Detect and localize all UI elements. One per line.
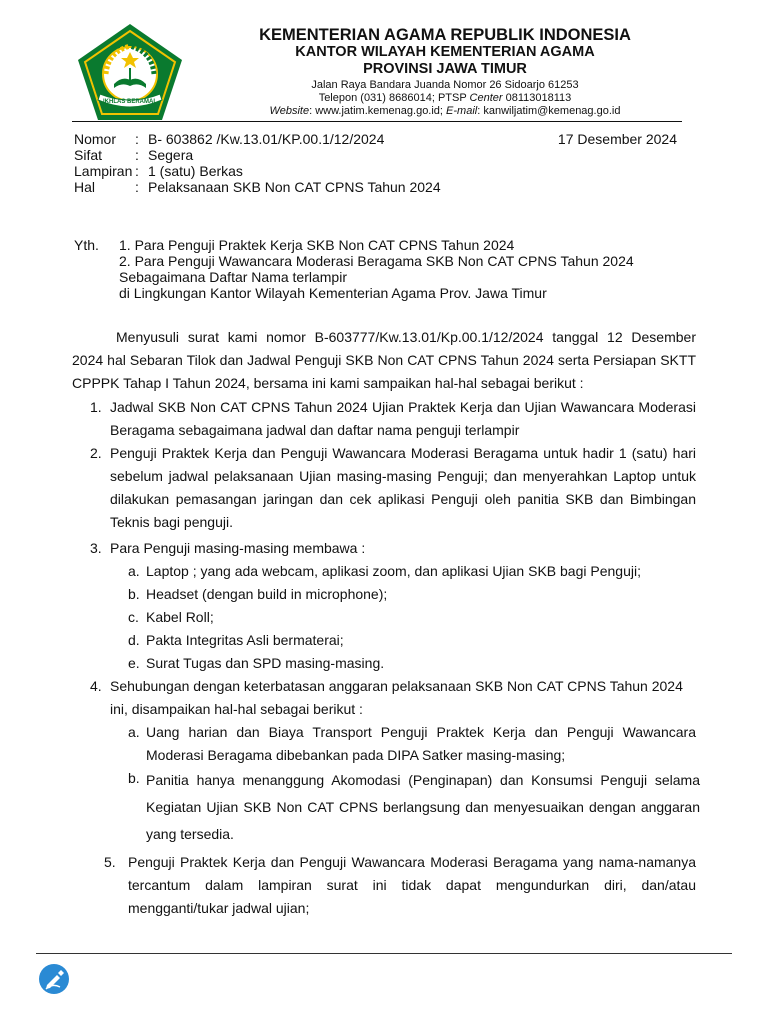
subitem-text: Panitia hanya menanggung Akomodasi (Penginapan) dan Konsumsi Penguji selama Kegiatan Ujian SKB Non CAT CPNS berlangsung dan menyesuaikan dengan anggaran yang tersedia.: [146, 772, 700, 842]
subitem-text: Uang harian dan Biaya Transport Penguji Praktek Kerja dan Penguji Wawancara Moderasi Beragama dibebankan pada DIPA Satker masing-masing;: [146, 724, 696, 763]
lampiran-label: Lampiran: [74, 163, 133, 179]
subitem-letter: b.: [128, 770, 140, 786]
item-number: 3.: [90, 540, 102, 556]
subitem-letter: d.: [128, 632, 140, 648]
subitem-text: Laptop ; yang ada webcam, aplikasi zoom, dan aplikasi Ujian SKB bagi Penguji;: [146, 563, 641, 579]
footer-rule: [36, 953, 732, 954]
subitem-text: Headset (dengan build in microphone);: [146, 586, 388, 602]
sifat-label: Sifat: [74, 147, 103, 163]
item-text: Jadwal SKB Non CAT CPNS Tahun 2024 Ujian Praktek Kerja dan Ujian Wawancara Moderasi Beragama sebagaimana jadwal dan daftar nama penguji terlampir: [110, 399, 696, 438]
item-number: 2.: [90, 445, 102, 461]
lampiran-value: 1 (satu) Berkas: [148, 163, 243, 179]
item-number: 4.: [90, 678, 102, 694]
subitem-letter: b.: [128, 586, 140, 602]
sifat-value: Segera: [148, 147, 194, 163]
yth-label: Yth.: [74, 237, 99, 253]
item-number: 1.: [90, 399, 102, 415]
addressee-line: 2. Para Penguji Wawancara Moderasi Beragama SKB Non CAT CPNS Tahun 2024: [119, 253, 634, 269]
colon: :: [135, 163, 139, 179]
hal-value: Pelaksanaan SKB Non CAT CPNS Tahun 2024: [148, 179, 441, 195]
ministry-name: KEMENTERIAN AGAMA REPUBLIK INDONESIA: [259, 26, 631, 44]
addressee-line: di Lingkungan Kantor Wilayah Kementerian Agama Prov. Jawa Timur: [119, 285, 547, 301]
signature-pen-icon: [38, 963, 70, 995]
item-number: 5.: [104, 854, 116, 870]
subitem-letter: e.: [128, 655, 140, 671]
letter-date: 17 Desember 2024: [557, 131, 677, 147]
logo-motto: IKHLAS BERAMAL: [103, 99, 157, 105]
office-web: Website: www.jatim.kemenag.go.id; E-mail: kanwiljatim@kemenag.go.id: [269, 105, 621, 117]
colon: :: [135, 131, 139, 147]
office-address: Jalan Raya Bandara Juanda Nomor 26 Sidoarjo 61253: [311, 79, 579, 91]
subitem-letter: c.: [128, 609, 139, 625]
addressee-line: 1. Para Penguji Praktek Kerja SKB Non CAT CPNS Tahun 2024: [119, 237, 515, 253]
province-name: PROVINSI JAWA TIMUR: [363, 61, 527, 77]
kemenag-logo: [76, 22, 184, 122]
addressee-line: Sebagaimana Daftar Nama terlampir: [119, 269, 347, 285]
subitem-letter: a.: [128, 563, 140, 579]
item-text: Penguji Praktek Kerja dan Penguji Wawancara Moderasi Beragama yang nama-namanya tercantum dalam lampiran surat ini tidak dapat mengundurkan diri, dan/atau mengganti/tukar jadwal ujian;: [128, 854, 696, 916]
item-text: Sehubungan dengan keterbatasan anggaran pelaksanaan SKB Non CAT CPNS Tahun 2024 ini, disampaikan hal-hal sebagai berikut :: [110, 678, 683, 717]
item-text: Penguji Praktek Kerja dan Penguji Wawancara Moderasi Beragama untuk hadir 1 (satu) hari sebelum jadwal pelaksanaan Ujian masing-masing Penguji; dan menyerahkan Laptop untuk dilakukan pemasangan jaringan dan cek aplikasi Penguji oleh panitia SKB dan Bimbingan Teknis bagi penguji.: [110, 445, 696, 530]
hal-label: Hal: [74, 179, 96, 195]
subitem-text: Surat Tugas dan SPD masing-masing.: [146, 655, 385, 671]
nomor-value: B- 603862 /Kw.13.01/KP.00.1/12/2024: [148, 131, 385, 147]
item-text: Para Penguji masing-masing membawa :: [110, 540, 366, 556]
colon: :: [135, 147, 139, 163]
intro-paragraph: Menyusuli surat kami nomor B-603777/Kw.13.01/Kp.00.1/12/2024 tanggal 12 Desember 2024 hal Sebaran Tilok dan Jadwal Penguji SKB Non CAT CPNS Tahun 2024 serta Persiapan SKTT CPPPK Tahap I Tahun 2024, bersama ini kami sampaikan hal-hal sebagai berikut :: [72, 329, 696, 391]
office-phone: Telepon (031) 8686014; PTSP Center 08113018113: [318, 92, 572, 104]
subitem-text: Pakta Integritas Asli bermaterai;: [146, 632, 344, 648]
office-name: KANTOR WILAYAH KEMENTERIAN AGAMA: [295, 44, 595, 60]
letterhead-rule: [72, 121, 682, 122]
nomor-label: Nomor: [74, 131, 117, 147]
subitem-letter: a.: [128, 724, 140, 740]
colon: :: [135, 179, 139, 195]
subitem-text: Kabel Roll;: [146, 609, 214, 625]
